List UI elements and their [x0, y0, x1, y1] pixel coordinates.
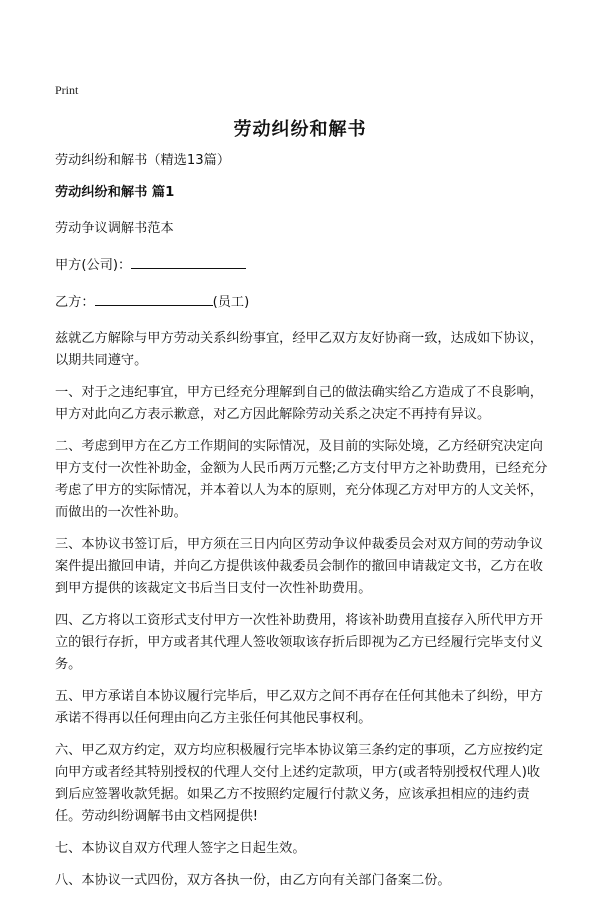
clause-2: 二、考虑到甲方在乙方工作期间的实际情况，及目前的实际处境，乙方经研究决定向甲方支付一次性补助金，金额为人民币两万元整;乙方支付甲方之补助费用，已经充分考虑了甲方的实际情况，并本着以人为本的原则，充分体现乙方对甲方的人文关怀，而做出的一次性补助。: [55, 439, 548, 520]
clause-4: 四、乙方将以工资形式支付甲方一次性补助费用，将该补助费用直接存入所代甲方开立的银行存折，甲方或者其代理人签收领取该存折后即视为乙方已经履行完毕支付义务。: [55, 613, 543, 672]
clause-7: 七、本协议自双方代理人签字之日起生效。: [55, 841, 306, 856]
clause-1: 一、对于之违纪事宜，甲方已经充分理解到自己的做法确实给乙方造成了不良影响，甲方对此向乙方表示歉意，对乙方因此解除劳动关系之决定不再持有异议。: [55, 385, 543, 422]
party-a-label: 甲方(公司)：: [55, 258, 132, 273]
section-heading: 劳动纠纷和解书 篇1: [55, 185, 175, 200]
template-name: 劳动争议调解书范本: [55, 221, 174, 236]
clause-3: 三、本协议书签订后，甲方须在三日内向区劳动争议仲裁委员会对双方间的劳动争议案件提出撤回申请，并向乙方提供该仲裁委员会制作的撤回申请裁定文书，乙方在收到甲方提供的该裁定文书后当日支付一次性补助费用。: [55, 537, 543, 596]
clause-6: 六、甲乙双方约定，双方均应积极履行完毕本协议第三条约定的事项，乙方应按约定向甲方或者经其特别授权的代理人交付上述约定款项，甲方(或者特别授权代理人)收到后应签署收款凭据。如果乙方不按照约定履行付款义务，应该承担相应的违约责任。劳动纠纷调解书由文档网提供!: [55, 743, 543, 824]
clause-8: 八、本协议一式四份，双方各执一份，由乙方向有关部门备案二份。: [55, 873, 451, 888]
party-b-suffix: (员工): [212, 295, 250, 310]
document-body: [55, 150, 552, 892]
intro-paragraph: 兹就乙方解除与甲方劳动关系纠纷事宜，经甲乙双方友好协商一致，达成如下协议，以期共同遵守。: [55, 331, 543, 368]
party-a-line: [55, 254, 552, 277]
document-subtitle: 劳动纠纷和解书（精选13篇）: [55, 153, 231, 168]
document-title: 劳动纠纷和解书: [233, 119, 367, 140]
party-b-blank: [95, 291, 213, 306]
clause-5: 五、甲方承诺自本协议履行完毕后，甲乙双方之间不再存在任何其他未了纠纷，甲方承诺不得再以任何理由向乙方主张任何其他民事权利。: [55, 689, 543, 726]
party-a-blank: [131, 254, 246, 269]
print-link[interactable]: Print: [55, 83, 79, 97]
party-b-line: [55, 291, 552, 314]
party-b-label: 乙方：: [55, 295, 95, 310]
